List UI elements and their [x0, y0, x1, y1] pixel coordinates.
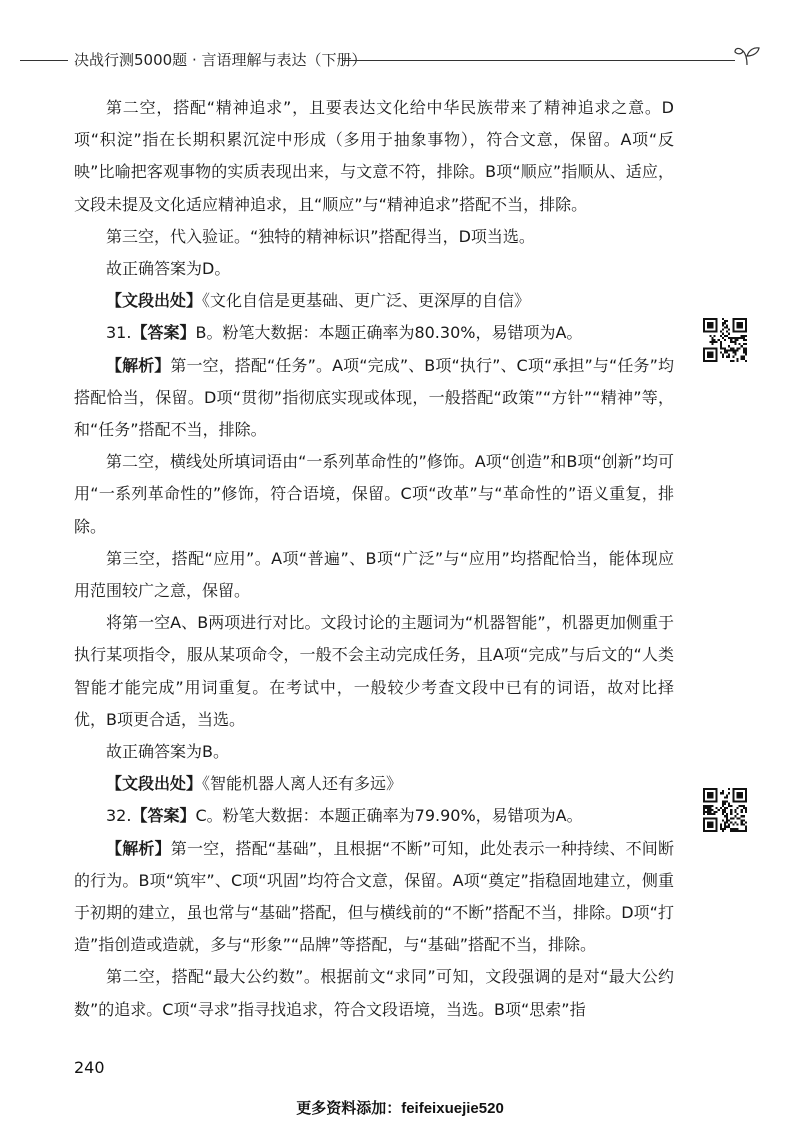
qr-code-icon [703, 318, 747, 362]
source-paragraph: 【文段出处】《文化自信是更基础、更广泛、更深厚的自信》 [106, 291, 531, 311]
answer-paragraph: 31.【答案】B。粉笔大数据：本题正确率为80.30%，易错项为A。 [106, 323, 583, 343]
answer-label: 【答案】 [131, 806, 196, 826]
question-number: 31. [106, 323, 132, 343]
analysis-label: 【解析】 [106, 355, 171, 375]
page-content [74, 92, 674, 1026]
analysis-paragraph: 【解析】第一空，搭配“基础”，且根据“不断”可知，此处表示一种持续、不间断的行为。B项“筑牢”、C项“巩固”均符合文意，保留。A项“奠定”指稳固地建立，侧重于初期的建立，虽也常与“基础”搭配，但与横线前的“不断”搭配不当，排除。D项“打造”指创造或造就，多与“形象”“品牌”等搭配，与“基础”搭配不当，排除。 [74, 838, 674, 955]
header-rule-right [342, 60, 735, 61]
page-header [0, 44, 800, 74]
question-number: 32. [106, 806, 132, 826]
answer-paragraph: 32.【答案】C。粉笔大数据：本题正确率为79.90%，易错项为A。 [106, 806, 583, 826]
paragraph: 第二空，搭配“最大公约数”。根据前文“求同”可知，文段强调的是对“最大公约数”的追求。C项“寻求”指寻找追求，符合文段语境，当选。B项“思索”指 [74, 967, 674, 1019]
answer-label: 【答案】 [131, 323, 196, 343]
paragraph: 第二空，横线处所填词语由“一系列革命性的”修饰。A项“创造”和B项“创新”均可用“一系列革命性的”修饰，符合语境，保留。C项“改革”与“革命性的”语义重复，排除。 [74, 452, 674, 536]
footer-note-prefix: 更多资料添加： [296, 1099, 402, 1117]
analysis-paragraph: 【解析】第一空，搭配“任务”。A项“完成”、B项“执行”、C项“承担”与“任务”均搭配恰当，保留。D项“贯彻”指彻底实现或体现，一般搭配“政策”“方针”“精神”等，和“任务”搭配不当，排除。 [74, 355, 674, 440]
paragraph: 故正确答案为B。 [106, 742, 229, 762]
sprout-icon [734, 44, 760, 66]
paragraph: 第三空，搭配“应用”。A项“普遍”、B项“广泛”与“应用”均搭配恰当，能体现应用范围较广之意，保留。 [74, 548, 674, 601]
qr-code-icon [703, 788, 747, 832]
header-rule-left [20, 60, 68, 61]
header-title: 决战行测5000题 · 言语理解与表达（下册） [74, 51, 367, 69]
paragraph: 第三空，代入验证。“独特的精神标识”搭配得当，D项当选。 [106, 226, 535, 246]
analysis-label: 【解析】 [106, 838, 171, 858]
source-paragraph: 【文段出处】《智能机器人离人还有多远》 [106, 774, 403, 794]
paragraph: 故正确答案为D。 [106, 259, 231, 279]
paragraph: 第二空，搭配“精神追求”，且要表达文化给中华民族带来了精神追求之意。D项“积淀”指在长期积累沉淀中形成（多用于抽象事物），符合文意，保留。A项“反映”比喻把客观事物的实质表现出来，与文意不符，排除。B项“顺应”指顺从、适应，文段未提及文化适应精神追求，且“顺应”与“精神追求”搭配不当，排除。 [74, 98, 674, 214]
source-label: 【文段出处】 [106, 291, 203, 311]
footer-note [0, 1097, 800, 1118]
footer-contact: feifeixuejie520 [401, 1100, 504, 1117]
source-label: 【文段出处】 [106, 774, 203, 794]
page-number: 240 [74, 1058, 105, 1077]
paragraph: 将第一空A、B两项进行对比。文段讨论的主题词为“机器智能”，机器更加侧重于执行某项指令，服从某项命令，一般不会主动完成任务，且A项“完成”与后文的“人类智能才能完成”用词重复。在考试中，一般较少考查文段中已有的词语，故对比择优，B项更合适，当选。 [74, 613, 674, 729]
